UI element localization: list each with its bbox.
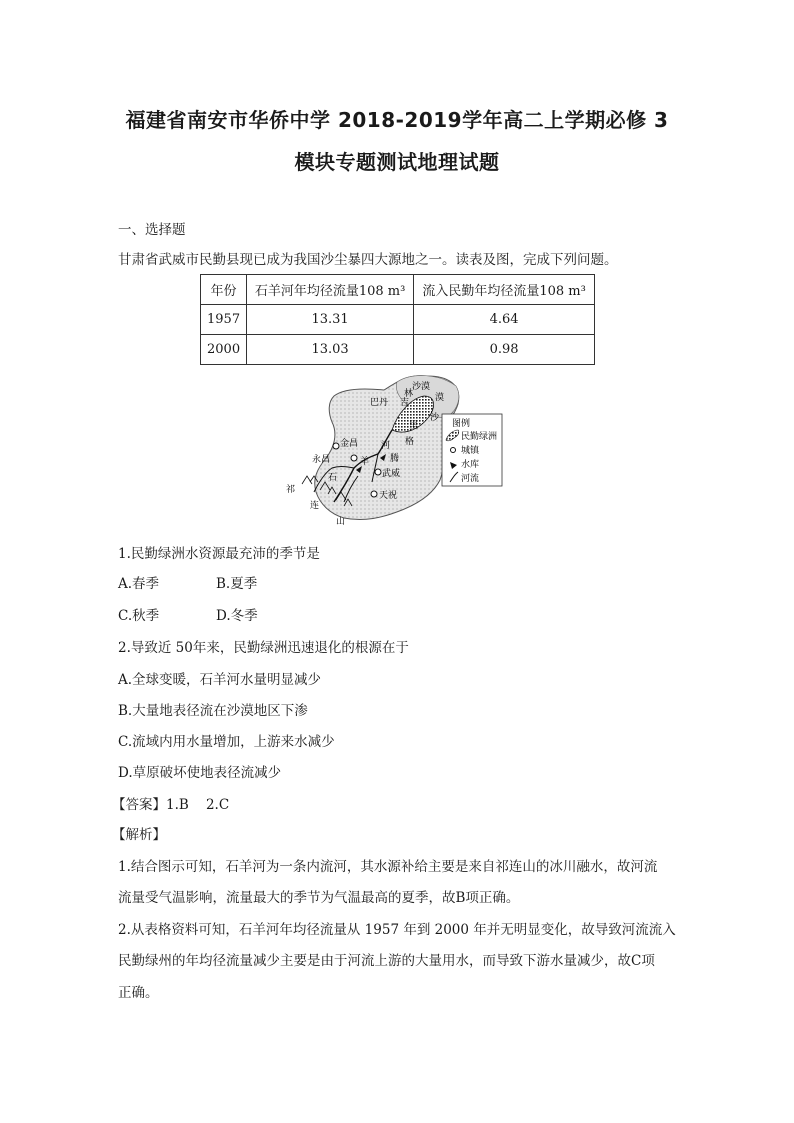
table-row bbox=[201, 305, 595, 335]
page-title-line1: 福建省南安市华侨中学 2018-2019学年高二上学期必修 3 bbox=[125, 108, 669, 132]
map-label: 祁 bbox=[286, 485, 296, 495]
q1-option-a: A.春季 bbox=[118, 576, 160, 592]
table-header-cell: 流入民勤年均径流量108 m³ bbox=[414, 275, 595, 305]
town-icon bbox=[375, 469, 381, 475]
map-label: 河 bbox=[381, 441, 391, 451]
table-cell: 4.64 bbox=[414, 305, 595, 335]
town-icon bbox=[371, 491, 377, 497]
runoff-table bbox=[200, 274, 595, 365]
analysis-line: 1.结合图示可知，石羊河为一条内流河，其水源补给主要是来自祁连山的冰川融水，故河流 bbox=[118, 859, 658, 875]
question-2-stem: 2.导致近 50年来，民勤绿洲迅速退化的根源在于 bbox=[118, 640, 409, 656]
map-label: 腾 bbox=[390, 454, 400, 464]
map-label: 漠 bbox=[435, 393, 445, 403]
legend-item: 河流 bbox=[461, 474, 480, 484]
map-label: 永昌 bbox=[312, 455, 331, 465]
q2-option-b: B.大量地表径流在沙漠地区下渗 bbox=[118, 703, 308, 719]
map-label: 武威 bbox=[382, 469, 401, 479]
q1-option-c: C.秋季 bbox=[118, 608, 160, 624]
map-legend bbox=[442, 414, 502, 486]
map-label: 里 bbox=[409, 421, 419, 431]
map-label: 连 bbox=[310, 501, 320, 511]
table-cell: 1957 bbox=[201, 305, 247, 335]
q1-option-b: B.夏季 bbox=[216, 576, 258, 592]
q1-option-d: D.冬季 bbox=[216, 608, 258, 624]
legend-item: 城镇 bbox=[461, 446, 480, 456]
q2-option-c: C.流域内用水量增加，上游来水减少 bbox=[118, 734, 335, 750]
table-header-cell: 石羊河年均径流量108 m³ bbox=[247, 275, 414, 305]
map-label: 林 bbox=[404, 389, 414, 399]
table-header-row bbox=[201, 275, 595, 305]
map-label: 山 bbox=[336, 517, 346, 527]
town-icon bbox=[333, 443, 339, 449]
legend-item: 民勤绿洲 bbox=[461, 432, 498, 442]
analysis-line: 民勤绿州的年均径流量减少主要是由于河流上游的大量用水，而导致下游水量减少，故C项 bbox=[118, 953, 655, 969]
analysis-heading: 【解析】 bbox=[112, 827, 166, 843]
table-row bbox=[201, 335, 595, 365]
legend-title: 图例 bbox=[452, 419, 471, 429]
table-cell: 2000 bbox=[201, 335, 247, 365]
analysis-line: 正确。 bbox=[118, 985, 159, 1001]
section-heading: 一、选择题 bbox=[118, 222, 186, 238]
town-legend-icon bbox=[451, 448, 456, 453]
map-label: 吉 bbox=[400, 398, 410, 408]
analysis-line: 流量受气温影响，流量最大的季节为气温最高的夏季，故B项正确。 bbox=[118, 890, 520, 906]
map-label: 沙 bbox=[430, 413, 440, 423]
table-cell: 13.31 bbox=[247, 305, 414, 335]
map-label: 金昌 bbox=[340, 439, 359, 449]
map-label: 格 bbox=[405, 437, 415, 447]
page-title-line2: 模块专题测试地理试题 bbox=[294, 150, 500, 174]
q2-option-d: D.草原破坏使地表径流减少 bbox=[118, 765, 282, 781]
map-label: 天祝 bbox=[379, 491, 398, 501]
question-1-stem: 1.民勤绿洲水资源最充沛的季节是 bbox=[118, 546, 320, 562]
intro-text: 甘肃省武威市民勤县现已成为我国沙尘暴四大源地之一。读表及图，完成下列问题。 bbox=[118, 252, 618, 268]
table-cell: 13.03 bbox=[247, 335, 414, 365]
q2-option-a: A.全球变暖，石羊河水量明显减少 bbox=[118, 672, 322, 688]
table-cell: 0.98 bbox=[414, 335, 595, 365]
answer-line: 【答案】1.B 2.C bbox=[112, 797, 230, 813]
map-label: 巴丹 bbox=[370, 398, 389, 408]
map-label: 沙漠 bbox=[412, 382, 431, 392]
legend-item: 水库 bbox=[461, 460, 480, 470]
oasis-map bbox=[272, 372, 522, 530]
map-label: 羊 bbox=[360, 457, 370, 467]
table-header-cell: 年份 bbox=[201, 275, 247, 305]
analysis-line: 2.从表格资料可知，石羊河年均径流量从 1957 年到 2000 年并无明显变化，故导致河流流入 bbox=[118, 922, 676, 938]
town-icon bbox=[351, 455, 357, 461]
map-label: 石 bbox=[328, 473, 338, 483]
